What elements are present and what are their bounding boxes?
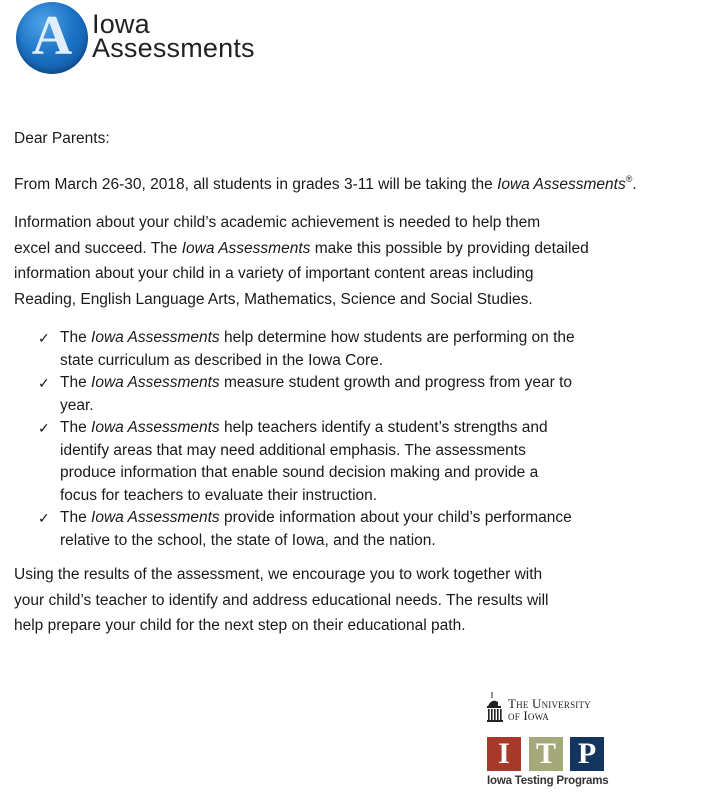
closing-line-3: help prepare your child for the next step on their educational path. bbox=[14, 617, 466, 634]
bullet-text: state curriculum as described in the Iowa Core. bbox=[60, 351, 384, 369]
info-line-2 bbox=[14, 236, 589, 262]
closing-paragraph bbox=[14, 562, 549, 639]
checkmark-icon: ✓ bbox=[38, 420, 50, 436]
university-wordmark bbox=[508, 698, 591, 722]
bullet-italic: Iowa Assessments bbox=[91, 329, 220, 346]
checkmark-icon: ✓ bbox=[38, 330, 50, 346]
iowa-assessments-logo bbox=[16, 2, 286, 74]
bullet-italic: Iowa Assessments bbox=[91, 509, 220, 526]
closing-line-2: your child’s teacher to identify and address educational needs. The results will bbox=[14, 591, 549, 609]
salutation: Dear Parents: bbox=[14, 130, 110, 147]
info-paragraph bbox=[14, 210, 589, 312]
registered-mark: ® bbox=[625, 174, 633, 184]
university-of-iowa-logo bbox=[486, 692, 616, 728]
itp-letter-p: P bbox=[570, 737, 604, 771]
bullet-text: produce information that enable sound decision making and provide a bbox=[60, 464, 539, 481]
bullet-text: help teachers identify a student’s strengths and bbox=[219, 419, 548, 436]
checkmark-icon: ✓ bbox=[38, 510, 50, 526]
itp-logo bbox=[487, 737, 605, 771]
bullet-text: identify areas that may need additional emphasis. The assessments bbox=[60, 441, 526, 459]
info-line-2-start: excel and succeed. The bbox=[14, 239, 182, 257]
bullet-lead: The bbox=[60, 329, 92, 346]
intro-italic: Iowa Assessments bbox=[497, 176, 626, 193]
bullet-text: help determine how students are performing on the bbox=[219, 329, 575, 346]
bullet-text: relative to the school, the state of Iowa, and the nation. bbox=[60, 531, 436, 549]
bullet-lead: The bbox=[60, 374, 92, 391]
university-line-1: The University bbox=[508, 696, 591, 711]
intro-text: From March 26-30, 2018, all students in grades 3-11 will be taking the bbox=[14, 176, 498, 193]
bullet-italic: Iowa Assessments bbox=[91, 419, 220, 436]
intro-paragraph bbox=[14, 174, 637, 194]
logo-letter: A bbox=[31, 5, 73, 67]
list-item bbox=[38, 372, 575, 417]
bullet-text: year. bbox=[60, 396, 94, 414]
old-capitol-icon bbox=[486, 692, 506, 724]
info-line-4: Reading, English Language Arts, Mathematics, Science and Social Studies. bbox=[14, 290, 533, 308]
bullet-text: focus for teachers to evaluate their instruction. bbox=[60, 486, 378, 504]
itp-letter-i: I bbox=[487, 737, 521, 771]
bullet-text: measure student growth and progress from year to bbox=[219, 374, 573, 391]
checkmark-icon: ✓ bbox=[38, 375, 50, 391]
info-line-3: information about your child in a variety of important content areas including bbox=[14, 265, 534, 282]
logo-wordmark bbox=[92, 9, 255, 63]
logo-line-1: Iowa bbox=[92, 9, 150, 39]
intro-end: . bbox=[632, 176, 637, 193]
closing-line-1: Using the results of the assessment, we encourage you to work together with bbox=[14, 566, 543, 583]
bullet-lead: The bbox=[60, 419, 92, 436]
bullet-italic: Iowa Assessments bbox=[91, 374, 220, 391]
itp-caption: Iowa Testing Programs bbox=[487, 775, 609, 787]
bullet-lead: The bbox=[60, 509, 92, 526]
university-line-2: of Iowa bbox=[508, 708, 549, 723]
info-line-1: Information about your child’s academic achievement is needed to help them bbox=[14, 214, 541, 231]
list-item bbox=[38, 417, 575, 507]
info-line-2-italic: Iowa Assessments bbox=[181, 239, 311, 257]
info-line-2-end: make this possible by providing detailed bbox=[310, 239, 589, 257]
benefits-list bbox=[38, 327, 575, 552]
bullet-text: provide information about your child’s performance bbox=[219, 509, 572, 526]
list-item bbox=[38, 507, 575, 552]
logo-circle-icon bbox=[16, 2, 88, 74]
itp-letter-t: T bbox=[529, 737, 563, 771]
logo-line-2: Assessments bbox=[92, 33, 255, 63]
list-item bbox=[38, 327, 575, 372]
